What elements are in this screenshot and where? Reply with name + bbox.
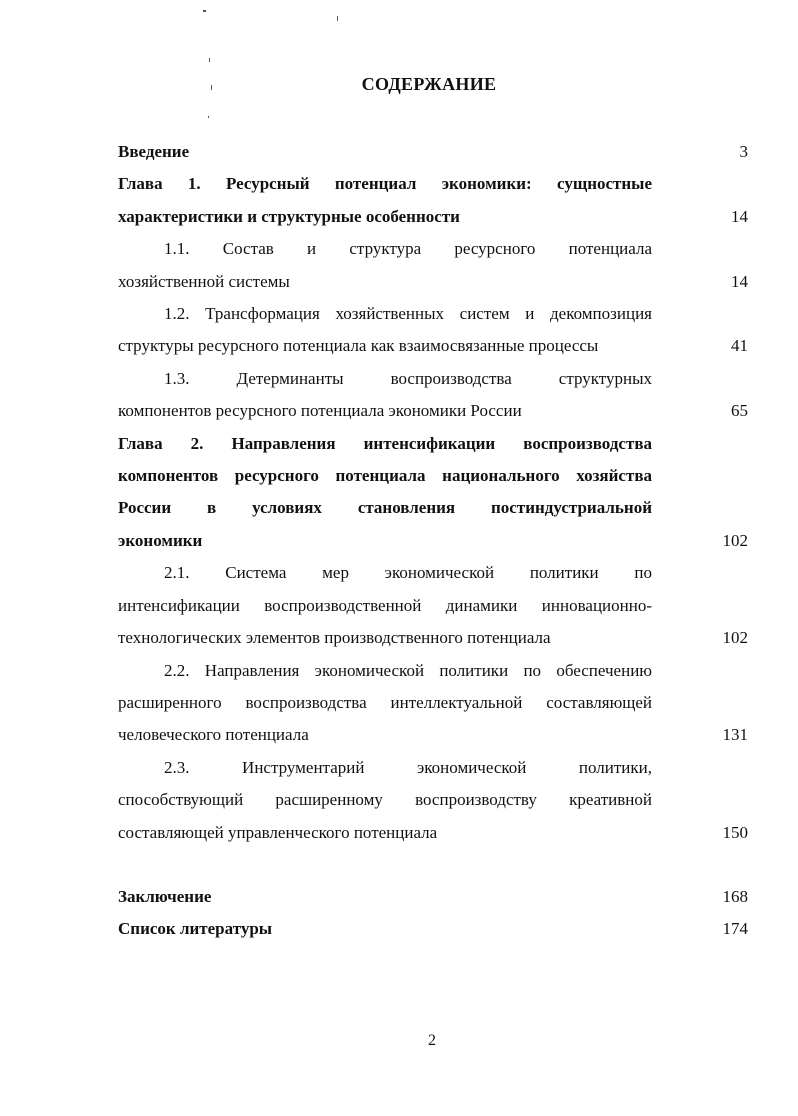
toc-entry-text — [118, 428, 652, 558]
toc-entry-line: человеческого потенциала — [118, 725, 309, 745]
toc-entry-section-1-1[interactable] — [118, 233, 748, 298]
toc-entry-chapter-2[interactable] — [118, 428, 748, 558]
toc-entry-page: 14 — [731, 206, 748, 226]
toc-gap — [118, 849, 748, 881]
toc-entry-section-1-3[interactable] — [118, 363, 748, 428]
page-number: 2 — [428, 1032, 436, 1049]
toc-entry-chapter-1[interactable] — [118, 168, 748, 233]
toc-entry-page: 131 — [722, 725, 748, 745]
toc-entry-line: характеристики и структурные особенности — [118, 206, 460, 226]
toc-entry-line: 2.3. Инструментарий экономической политики, — [164, 757, 652, 777]
toc-entry-line: компонентов ресурсного потенциала экономики России — [118, 401, 522, 421]
toc-entry-page: 150 — [722, 822, 748, 842]
toc-entry-line: России в условиях становления постиндустриальной — [118, 498, 652, 518]
toc-entry-page: 65 — [731, 401, 748, 421]
toc-entry-line: хозяйственной системы — [118, 271, 290, 291]
toc-entry-text — [118, 881, 652, 913]
toc-entry-page: 102 — [722, 530, 748, 550]
toc-entry-bibliography[interactable] — [118, 913, 748, 945]
toc-entry-line: составляющей управленческого потенциала — [118, 822, 438, 842]
toc-entry-section-2-2[interactable] — [118, 655, 748, 752]
toc-entry-text — [118, 168, 652, 233]
scan-speck — [209, 58, 210, 62]
scan-speck — [208, 116, 209, 118]
toc-entry-line: интенсификации воспроизводственной динамики инновационно- — [118, 595, 652, 615]
toc-entry-page: 168 — [722, 886, 748, 906]
toc-entry-line: Заключение — [118, 886, 212, 906]
toc-entry-section-1-2[interactable] — [118, 298, 748, 363]
toc-entry-line: 1.1. Состав и структура ресурсного потенциала — [164, 239, 652, 259]
toc-entry-line: Глава 1. Ресурсный потенциал экономики: сущностные — [118, 174, 652, 194]
table-of-contents — [118, 136, 748, 946]
toc-entry-line: расширенного воспроизводства интеллектуальной составляющей — [118, 692, 652, 712]
toc-entry-line: способствующий расширенному воспроизводству креативной — [118, 790, 652, 810]
toc-entry-text — [118, 136, 652, 168]
toc-entry-line: экономики — [118, 530, 203, 550]
toc-entry-line: технологических элементов производственного потенциала — [118, 628, 551, 648]
toc-entry-text — [118, 298, 652, 363]
toc-entry-line: структуры ресурсного потенциала как взаимосвязанные процессы — [118, 336, 599, 356]
toc-entry-text — [118, 557, 652, 654]
toc-entry-page: 102 — [722, 628, 748, 648]
scan-speck — [337, 16, 338, 21]
toc-entry-page: 41 — [731, 336, 748, 356]
scan-speck — [203, 10, 206, 12]
toc-entry-line: компонентов ресурсного потенциала национального хозяйства — [118, 466, 652, 486]
toc-entry-page: 174 — [722, 919, 748, 939]
toc-entry-text — [118, 913, 652, 945]
toc-entry-line: 1.2. Трансформация хозяйственных систем и декомпозиция — [164, 304, 652, 324]
toc-entry-conclusion[interactable] — [118, 881, 748, 913]
toc-entry-line: 1.3. Детерминанты воспроизводства структурных — [164, 368, 652, 388]
toc-entry-page: 3 — [739, 142, 748, 161]
toc-entry-section-2-1[interactable] — [118, 557, 748, 654]
toc-entry-text — [118, 655, 652, 752]
toc-entry-page: 14 — [731, 271, 748, 291]
toc-entry-text — [118, 363, 652, 428]
page-title: СОДЕРЖАНИЕ — [361, 74, 497, 94]
toc-entry-line: 2.2. Направления экономической политики по обеспечению — [164, 660, 652, 680]
toc-entry-line: Глава 2. Направления интенсификации воспроизводства — [118, 433, 652, 453]
toc-entry-text — [118, 752, 652, 849]
toc-entry-line: 2.1. Система мер экономической политики по — [164, 563, 652, 583]
toc-entry-line: Введение — [118, 142, 190, 161]
toc-entry-introduction[interactable] — [118, 136, 748, 168]
toc-entry-text — [118, 233, 652, 298]
toc-entry-section-2-3[interactable] — [118, 752, 748, 849]
toc-entry-line: Список литературы — [118, 919, 273, 939]
